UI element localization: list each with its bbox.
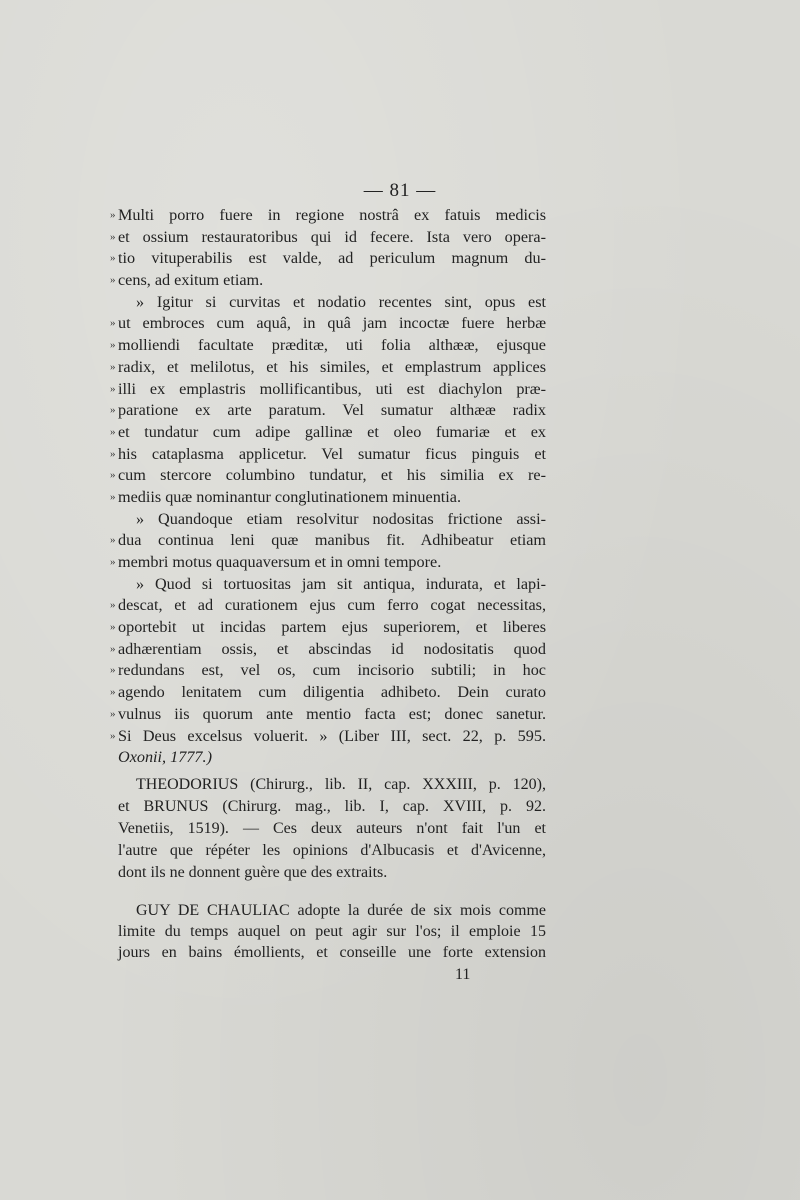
latin-quotation bbox=[110, 205, 546, 769]
text-line bbox=[110, 552, 546, 574]
text-line bbox=[118, 747, 546, 769]
text-line bbox=[110, 205, 546, 227]
quote-mark: » bbox=[110, 317, 116, 330]
line-text: descat, et ad curationem ejus cum ferro cogat necessitas, bbox=[118, 596, 546, 615]
text-line bbox=[110, 400, 546, 422]
text-line bbox=[110, 726, 546, 748]
quote-mark: » bbox=[110, 534, 116, 547]
quote-mark: » bbox=[110, 382, 116, 395]
line-text: Oxonii, 1777.) bbox=[118, 748, 212, 767]
quote-mark: » bbox=[110, 490, 116, 503]
text-line bbox=[110, 379, 546, 401]
line-text: cens, ad exitum etiam. bbox=[118, 271, 264, 290]
line-text: mediis quæ nominantur conglutinationem minuentia. bbox=[118, 487, 462, 506]
quote-mark: » bbox=[110, 425, 116, 438]
line-text: paratione ex arte paratum. Vel sumatur althææ radix bbox=[118, 401, 546, 420]
text-line: dont ils ne donnent guère que des extraits. bbox=[118, 864, 388, 881]
line-text: radix, et melilotus, et his similes, et emplastrum applices bbox=[118, 357, 546, 376]
quote-mark: » bbox=[110, 599, 116, 612]
quote-mark: » bbox=[110, 664, 116, 677]
text-line bbox=[110, 660, 546, 682]
quote-mark: » bbox=[110, 729, 116, 742]
text-line bbox=[110, 444, 546, 466]
line-text: dua continua leni quæ manibus fit. Adhibeatur etiam bbox=[118, 531, 546, 550]
line-text: tio vituperabilis est valde, ad periculum magnum du- bbox=[118, 249, 546, 268]
quote-mark: » bbox=[110, 252, 116, 265]
line-text: oportebit ut incidas partem ejus superiorem, et liberes bbox=[118, 618, 546, 637]
text-line bbox=[118, 574, 546, 596]
text-line bbox=[110, 422, 546, 444]
line-text: cum stercore columbino tundatur, et his similia ex re- bbox=[118, 466, 546, 485]
quote-mark: » bbox=[110, 360, 116, 373]
line-text: his cataplasma applicetur. Vel sumatur ficus pinguis et bbox=[118, 444, 546, 463]
quote-mark: » bbox=[110, 642, 116, 655]
quote-mark: » bbox=[110, 447, 116, 460]
quote-mark: » bbox=[110, 274, 116, 287]
theodoric-paragraph bbox=[118, 774, 546, 884]
text-line bbox=[110, 639, 546, 661]
page-number-header: — 81 — bbox=[363, 180, 437, 201]
line-text: » Quod si tortuositas jam sit antiqua, indurata, et lapi- bbox=[136, 574, 546, 593]
text-line: et BRUNUS (Chirurg. mag., lib. I, cap. XVIII, p. 92. bbox=[118, 798, 546, 815]
text-line bbox=[110, 357, 546, 379]
text-line bbox=[110, 335, 546, 357]
text-line bbox=[110, 487, 546, 509]
line-text: » Igitur si curvitas et nodatio recentes sint, opus est bbox=[136, 292, 546, 311]
text-line: Venetiis, 1519). — Ces deux auteurs n'ont fait l'un et bbox=[118, 820, 546, 837]
text-line bbox=[110, 704, 546, 726]
guy-de-chauliac-paragraph bbox=[118, 900, 546, 963]
text-line bbox=[110, 682, 546, 704]
quote-mark: » bbox=[110, 707, 116, 720]
quote-mark: » bbox=[110, 686, 116, 699]
text-line bbox=[110, 227, 546, 249]
line-text: ut embroces cum aquâ, in quâ jam incoctæ fuere herbæ bbox=[118, 314, 546, 333]
quote-mark: » bbox=[110, 209, 116, 221]
text-line: limite du temps auquel on peut agir sur l'os; il emploie 15 bbox=[118, 923, 546, 940]
quote-mark: » bbox=[110, 230, 116, 243]
quote-mark: » bbox=[110, 339, 116, 352]
line-text: et ossium restauratoribus qui id fecere. Ista vero opera- bbox=[118, 227, 546, 246]
quote-mark: » bbox=[110, 621, 116, 634]
quote-mark: » bbox=[110, 404, 116, 417]
text-line bbox=[118, 509, 546, 531]
line-text: Multi porro fuere in regione nostrâ ex fatuis medicis bbox=[118, 206, 546, 224]
text-line: jours en bains émollients, et conseille une forte extension bbox=[118, 944, 546, 961]
text-line bbox=[110, 595, 546, 617]
line-text: agendo lenitatem cum diligentia adhibeto. Dein curato bbox=[118, 683, 546, 702]
text-line: GUY DE CHAULIAC adopte la durée de six mois comme bbox=[136, 902, 546, 919]
line-text: Si Deus excelsus voluerit. » (Liber III, sect. 22, p. 595. bbox=[118, 726, 546, 745]
line-text: membri motus quaquaversum et in omni tempore. bbox=[118, 553, 442, 571]
quote-mark: » bbox=[110, 469, 116, 482]
text-line bbox=[110, 530, 546, 552]
line-text: vulnus iis quorum ante mentio facta est; donec sanetur. bbox=[118, 704, 546, 723]
text-line bbox=[110, 465, 546, 487]
text-line: l'autre que répéter les opinions d'Albucasis et d'Avicenne, bbox=[118, 842, 546, 859]
line-text: adhærentiam ossis, et abscindas id nodositatis quod bbox=[118, 639, 546, 658]
signature-mark: 11 bbox=[455, 966, 471, 983]
text-line bbox=[110, 248, 546, 270]
line-text: molliendi facultate præditæ, uti folia althææ, ejusque bbox=[118, 336, 546, 355]
line-text: et tundatur cum adipe gallinæ et oleo fumariæ et ex bbox=[118, 422, 546, 441]
line-text: illi ex emplastris mollificantibus, uti est diachylon præ- bbox=[118, 379, 546, 398]
text-line bbox=[110, 313, 546, 335]
text-line bbox=[118, 292, 546, 314]
line-text: » Quandoque etiam resolvitur nodositas frictione assi- bbox=[136, 509, 546, 528]
text-line bbox=[110, 270, 546, 292]
quote-mark: » bbox=[110, 556, 116, 568]
line-text: redundans est, vel os, cum incisorio subtili; in hoc bbox=[118, 661, 546, 680]
text-line bbox=[110, 617, 546, 639]
text-line: THEODORIUS (Chirurg., lib. II, cap. XXXIII, p. 120), bbox=[136, 776, 546, 793]
